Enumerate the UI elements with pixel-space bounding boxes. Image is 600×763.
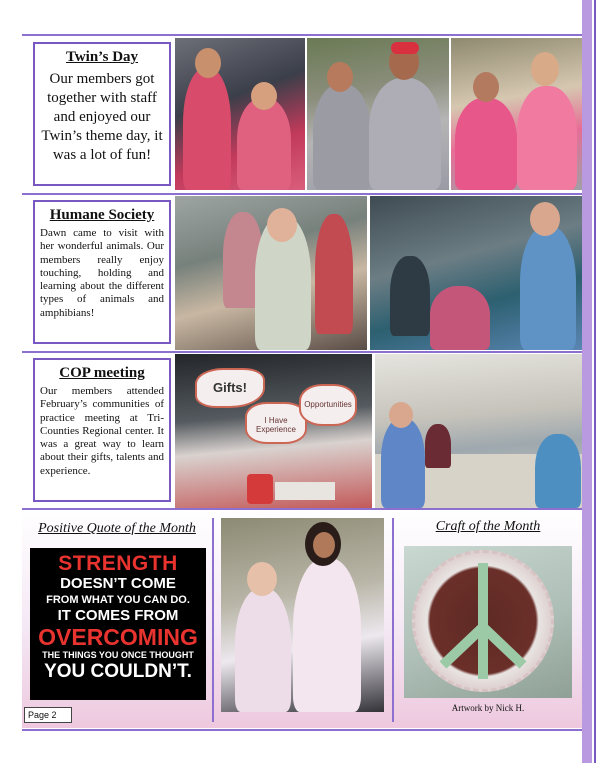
right-decorative-line bbox=[594, 0, 596, 763]
section-divider-2 bbox=[22, 351, 582, 353]
quote-heading: Positive Quote of the Month bbox=[38, 521, 196, 536]
twins-day-photo-3 bbox=[451, 38, 582, 190]
page-number: Page 2 bbox=[24, 707, 72, 723]
experience-sign: I Have Experience bbox=[245, 402, 307, 444]
craft-heading: Craft of the Month bbox=[435, 519, 541, 534]
twins-day-body: Our members got together with staff and enjoyed our Twin’s theme day, it was a lot of fun! bbox=[41, 71, 163, 163]
friends-photo bbox=[221, 518, 384, 712]
humane-society-photo-1 bbox=[175, 196, 367, 350]
quote-poster bbox=[30, 548, 206, 700]
cop-meeting-body: Our members attended February’s communities of practice meeting at Tri-Counties Regional center. It was a great way to learn about their gifts, talents and experience. bbox=[40, 385, 164, 477]
cop-meeting-photo-2 bbox=[375, 354, 582, 508]
quote-line-6: THE THINGS YOU ONCE THOUGHT bbox=[42, 650, 194, 660]
quote-line-4: IT COMES FROM bbox=[57, 607, 179, 624]
cop-meeting-photo-1 bbox=[175, 354, 372, 508]
twins-day-photo-2 bbox=[307, 38, 449, 190]
twins-day-photo-1 bbox=[175, 38, 305, 190]
gifts-sign: Gifts! bbox=[195, 368, 265, 408]
opportunities-sign: Opportunities bbox=[299, 384, 357, 426]
quote-line-7: YOU COULDN’T. bbox=[44, 661, 192, 682]
humane-society-title: Humane Society bbox=[49, 207, 155, 223]
twins-day-title: Twin’s Day bbox=[65, 49, 139, 65]
quote-line-1: STRENGTH bbox=[58, 552, 178, 575]
twins-day-textbox bbox=[33, 42, 171, 186]
peace-plate bbox=[412, 550, 554, 692]
craft-credit: Artwork by Nick H. bbox=[451, 703, 525, 713]
humane-society-photo-2 bbox=[370, 196, 582, 350]
right-decorative-bar bbox=[582, 0, 592, 763]
section-divider-top bbox=[22, 34, 582, 36]
cop-meeting-textbox bbox=[33, 358, 171, 502]
quote-line-5: OVERCOMING bbox=[38, 624, 198, 650]
quote-line-2: DOESN’T COME bbox=[60, 575, 176, 592]
humane-society-body: Dawn came to visit with her wonderful animals. Our members really enjoy touching, holding and learning about the different types of animals and amphibians! bbox=[40, 227, 164, 319]
cop-meeting-title: COP meeting bbox=[59, 365, 145, 381]
section-divider-bottom bbox=[22, 729, 582, 731]
bottom-divider-left bbox=[212, 518, 214, 722]
peace-sign-icon bbox=[415, 553, 551, 689]
craft-photo bbox=[404, 546, 572, 698]
section-divider-1 bbox=[22, 193, 582, 195]
quote-line-3: FROM WHAT YOU CAN DO. bbox=[46, 594, 190, 606]
humane-society-textbox bbox=[33, 200, 171, 344]
bottom-divider-right bbox=[392, 518, 394, 722]
